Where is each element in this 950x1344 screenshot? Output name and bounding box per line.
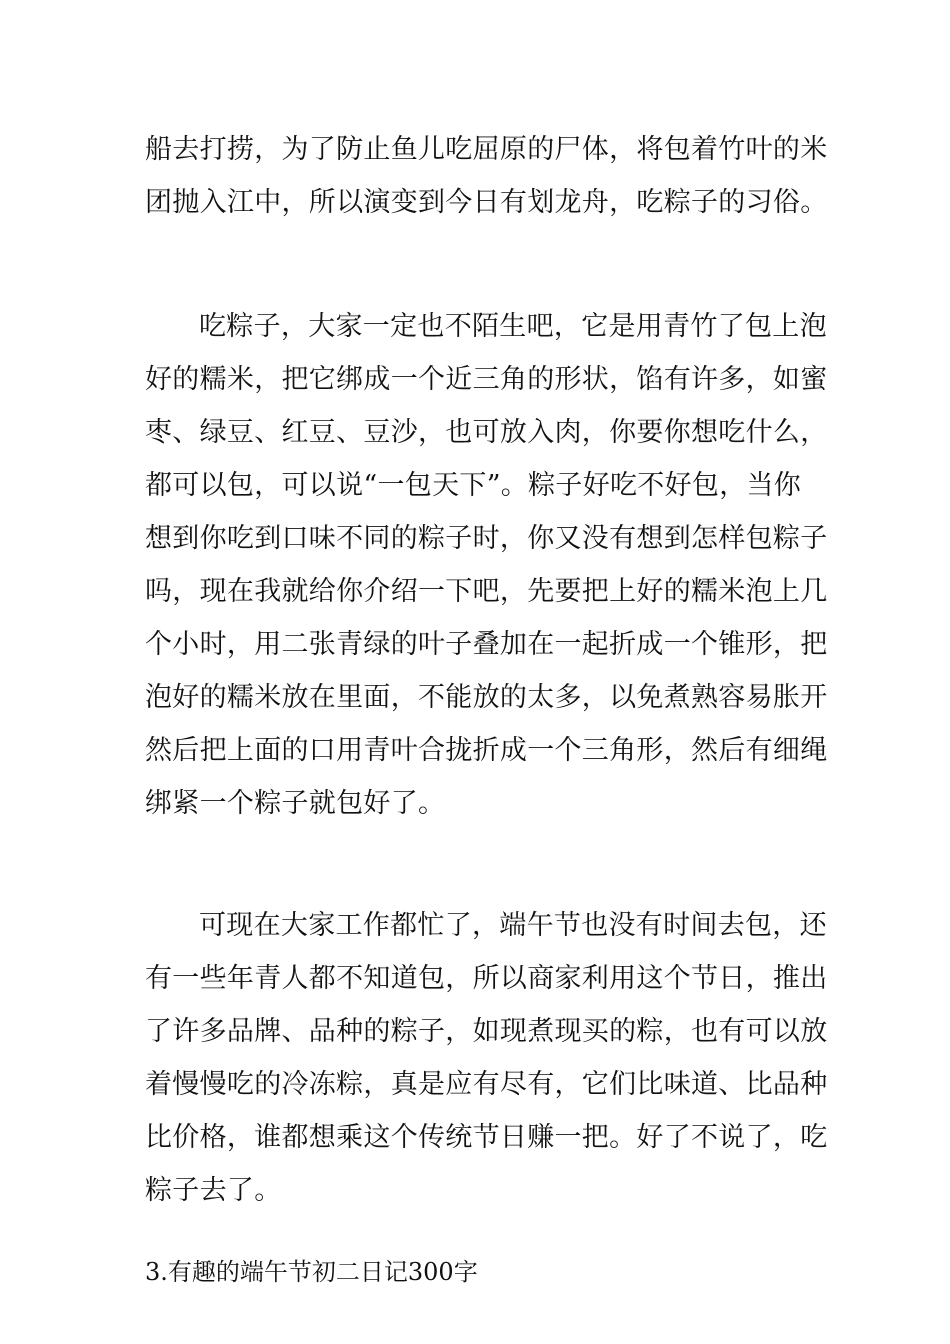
paragraph-line: 比价格，谁都想乘这个传统节日赚一把。好了不说了，吃: [145, 1122, 828, 1153]
paragraph-line: 了许多品牌、品种的粽子，如现煮现买的粽，也有可以放: [145, 1016, 828, 1047]
paragraph-line: 想到你吃到口味不同的粽子时，你又没有想到怎样包粽子: [145, 523, 828, 554]
paragraph-line: 枣、绿豆、红豆、豆沙，也可放入肉，你要你想吃什么，: [145, 417, 828, 448]
paragraph-line: 个小时，用二张青绿的叶子叠加在一起折成一个锥形，把: [145, 629, 828, 660]
paragraph-line: 着慢慢吃的冷冻粽，真是应有尽有，它们比味道、比品种: [145, 1069, 828, 1100]
paragraph-line: 团抛入江中，所以演变到今日有划龙舟，吃粽子的习俗。: [145, 187, 828, 218]
paragraph-line: 粽子去了。: [145, 1175, 282, 1206]
paragraph-line: 然后把上面的口用青叶合拢折成一个三角形，然后有细绳: [145, 735, 828, 766]
paragraph-line: 吗，现在我就给你介绍一下吧，先要把上好的糯米泡上几: [145, 576, 828, 607]
paragraph-line: 泡好的糯米放在里面，不能放的太多，以免煮熟容易胀开: [145, 682, 828, 713]
paragraph-line: 有一些年青人都不知道包，所以商家利用这个节日，推出: [145, 963, 828, 994]
paragraph-line: 船去打捞，为了防止鱼儿吃屈原的尸体，将包着竹叶的米: [145, 134, 828, 165]
paragraph-line: 吃粽子，大家一定也不陌生吧，它是用青竹了包上泡: [199, 311, 827, 342]
paragraph-line: 都可以包，可以说“一包天下”。粽子好吃不好包，当你: [145, 470, 802, 501]
section-heading: 3.有趣的端午节初二日记300字: [145, 1258, 478, 1286]
paragraph-line: 好的糯米，把它绑成一个近三角的形状，馅有许多，如蜜: [145, 364, 828, 395]
paragraph-line: 可现在大家工作都忙了，端午节也没有时间去包，还: [199, 910, 827, 941]
paragraph-line: 绑紧一个粽子就包好了。: [145, 788, 446, 819]
